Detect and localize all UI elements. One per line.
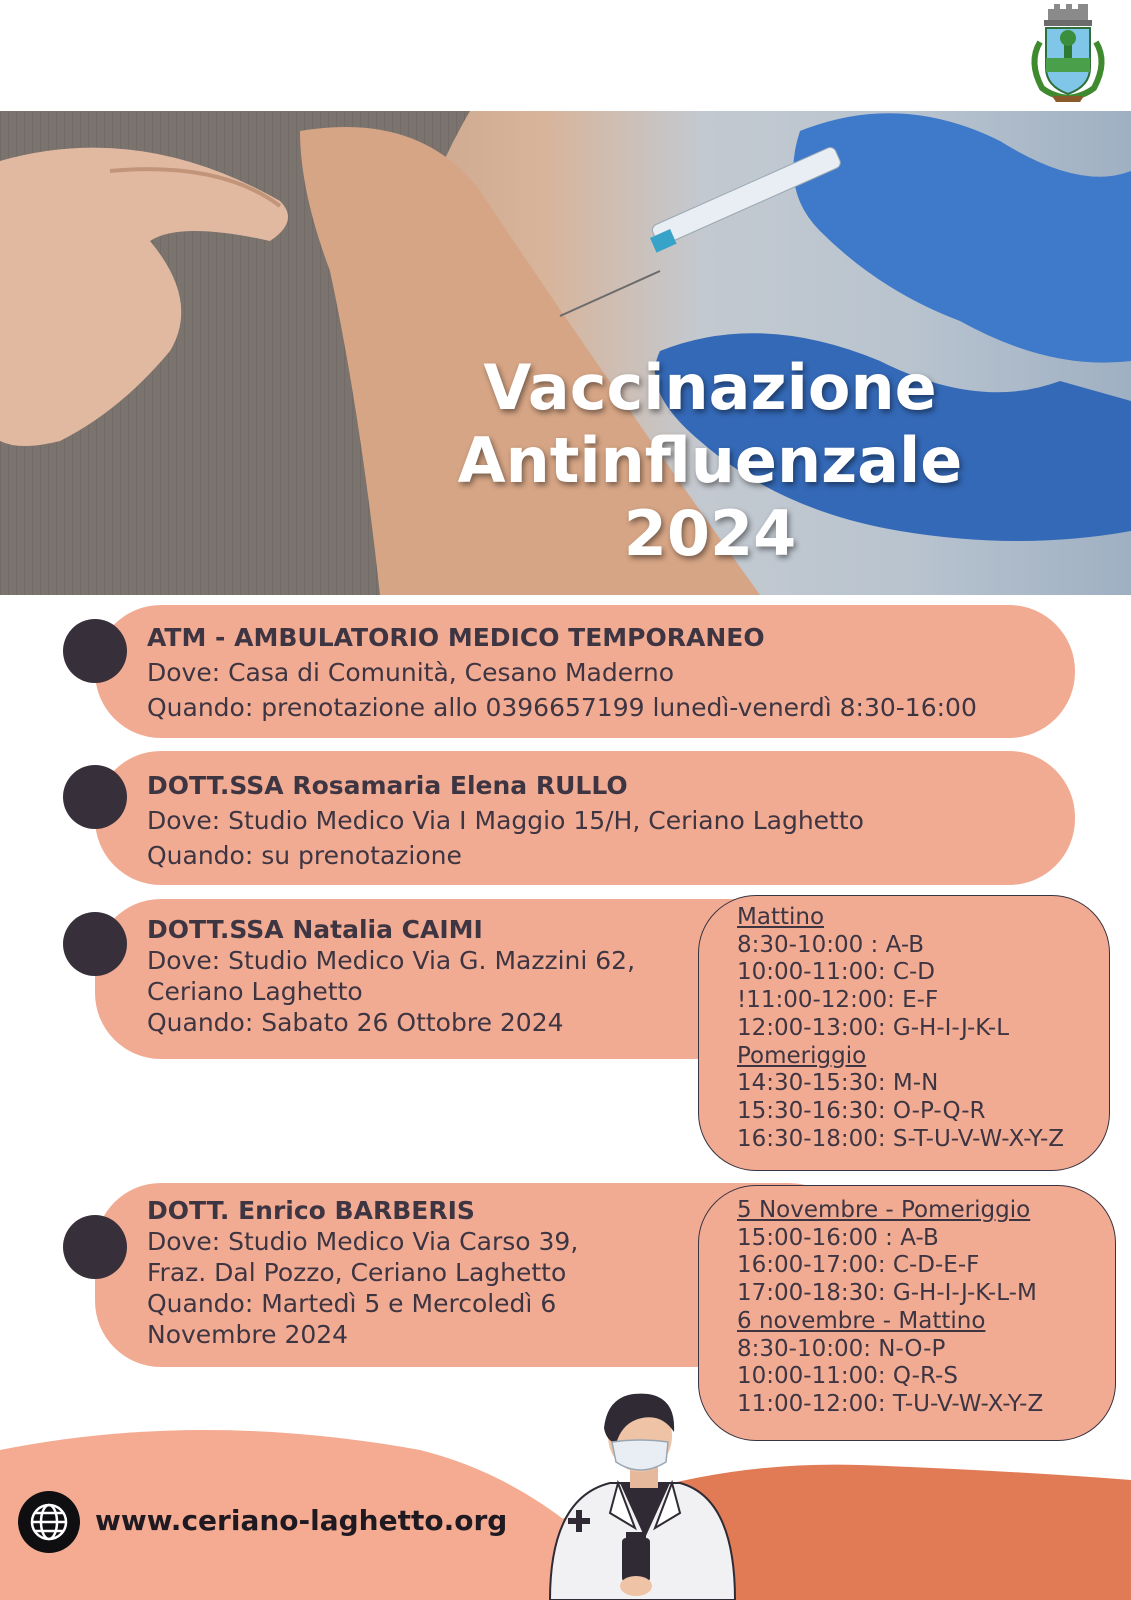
schedule-heading-day1: 5 Novembre - Pomeriggio [737,1197,1031,1223]
entry-where-line-1: Dove: Studio Medico Via Carso 39, [147,1227,579,1256]
entry-when: Quando: prenotazione allo 0396657199 lunedì-venerdì 8:30-16:00 [147,693,977,722]
bullet-dot [63,619,127,683]
entry-when-line-2: Novembre 2024 [147,1320,349,1349]
schedule-row: 8:30-10:00 : A-B [737,931,925,958]
globe-icon [18,1491,80,1553]
schedule-row: 12:00-13:00: G-H-I-J-K-L [737,1014,1010,1041]
schedule-heading-afternoon: Pomeriggio [737,1042,867,1069]
entry-name: ATM - AMBULATORIO MEDICO TEMPORANEO [147,623,765,652]
schedule-row: 16:00-17:00: C-D-E-F [737,1252,980,1279]
entry-where: Dove: Studio Medico Via I Maggio 15/H, Ceriano Laghetto [147,806,864,835]
schedule-box-barberis [698,1185,1116,1441]
entry-where-line-2: Fraz. Dal Pozzo, Ceriano Laghetto [147,1258,567,1287]
entry-where-line-1: Dove: Studio Medico Via G. Mazzini 62, [147,946,636,975]
hero-banner [0,111,1131,595]
schedule-row: 10:00-11:00: C-D [737,959,935,986]
hero-title-line-2: Antinfluenzale [457,424,963,497]
entry-when-line-1: Quando: Martedì 5 e Mercoledì 6 [147,1289,557,1318]
entry-where-line-2: Ceriano Laghetto [147,977,363,1006]
schedule-box-caimi [698,895,1110,1171]
entry-text-rullo [147,770,864,871]
entry-when: Quando: Sabato 26 Ottobre 2024 [147,1008,564,1037]
entry-name: DOTT. Enrico BARBERIS [147,1196,475,1225]
entry-text-barberis [147,1195,578,1350]
schedule-heading-morning: Mattino [737,904,825,930]
entry-text-caimi [147,914,635,1038]
schedule-row: !11:00-12:00: E-F [737,987,939,1014]
bullet-dot [63,1215,127,1279]
schedule-row: 10:00-11:00: Q-R-S [737,1363,958,1390]
municipal-crest-icon [1022,2,1114,106]
entry-name: DOTT.SSA Natalia CAIMI [147,915,483,944]
schedule-row: 15:30-16:30: O-P-Q-R [737,1097,986,1124]
bullet-dot [63,912,127,976]
website-link[interactable]: www.ceriano-laghetto.org [95,1504,508,1537]
schedule-row: 16:30-18:00: S-T-U-V-W-X-Y-Z [737,1125,1065,1152]
schedule-row: 11:00-12:00: T-U-V-W-X-Y-Z [737,1390,1044,1417]
entry-text-atm [147,622,977,723]
entry-when: Quando: su prenotazione [147,841,462,870]
hero-title [430,351,990,570]
schedule-heading-day2: 6 novembre - Mattino [737,1307,986,1334]
schedule-row: 17:00-18:30: G-H-I-J-K-L-M [737,1280,1037,1307]
entry-name: DOTT.SSA Rosamaria Elena RULLO [147,771,628,800]
schedule-row: 14:30-15:30: M-N [737,1070,939,1097]
doctor-illustration [530,1388,750,1600]
hero-title-line-3: 2024 [623,497,797,570]
hero-title-line-1: Vaccinazione [483,351,937,424]
entry-where: Dove: Casa di Comunità, Cesano Maderno [147,658,675,687]
bullet-dot [63,765,127,829]
schedule-row: 8:30-10:00: N-O-P [737,1335,946,1362]
schedule-row: 15:00-16:00 : A-B [737,1224,939,1251]
